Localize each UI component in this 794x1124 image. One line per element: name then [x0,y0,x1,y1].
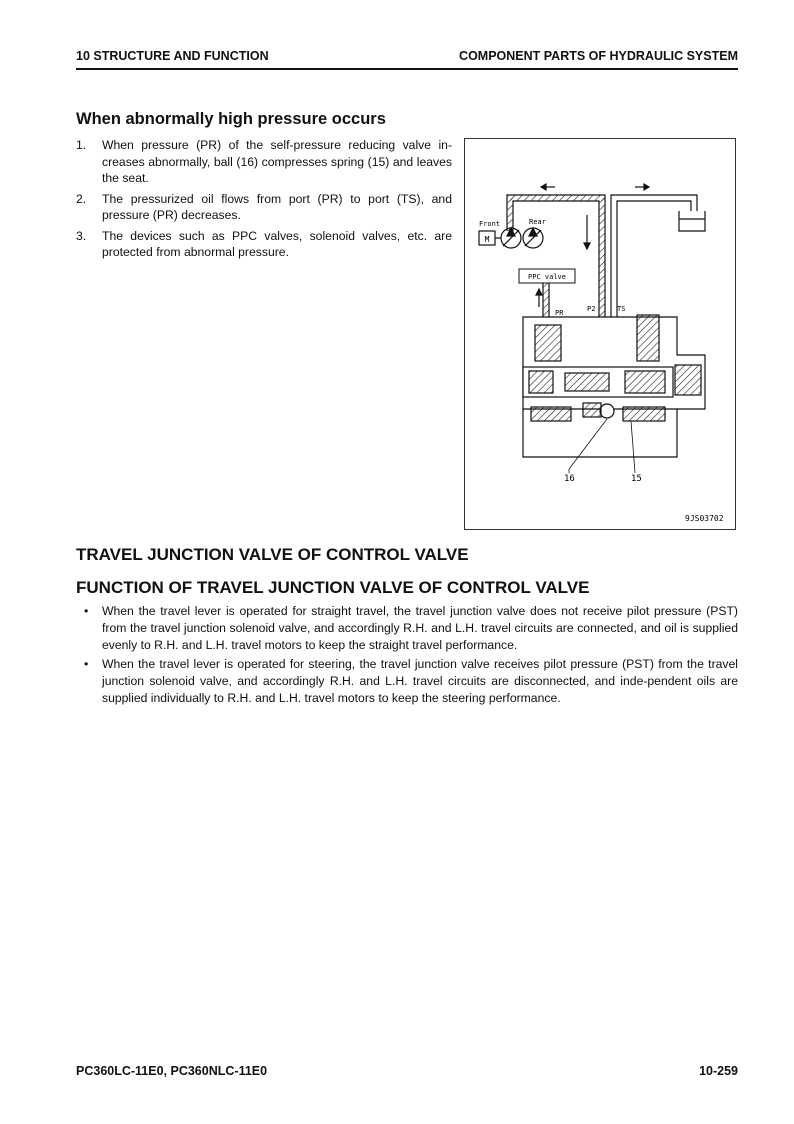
port-p2-label: P2 [587,305,596,313]
hydraulic-diagram-figure [464,138,736,530]
tank-symbol [679,211,705,231]
port-pr-label: PR [555,309,564,317]
valve-body [523,315,705,457]
header-section: COMPONENT PARTS OF HYDRAULIC SYSTEM [459,49,738,63]
bullet-text: When the travel lever is operated for steering, the travel junction valve receives pilot pressure (PST) from the travel junction solenoid valve, and accordingly R.H. and L.H. travel circuits are disconnected, and inde-pendent oils are supplied individually to R.H. and L.H. travel motors to keep the steering performance. [102,657,738,705]
step-text: When pressure (PR) of the self-pressure reducing valve in-creases abnormally, ball (16) compresses spring (15) and leaves the seat. [102,138,452,185]
footer-model: PC360LC-11E0, PC360NLC-11E0 [76,1064,268,1078]
steps-list [76,137,452,265]
bullet-list [76,603,738,710]
part-15-label: 15 [631,474,642,484]
step-item [76,228,452,261]
section-title-high-pressure: When abnormally high pressure occurs [76,110,386,128]
step-number: 2. [76,191,87,206]
rear-label: Rear [529,218,546,226]
figure-id: 9JS03702 [685,514,724,523]
bullet-text: When the travel lever is operated for straight travel, the travel junction valve does not receive pilot pressure (PST) from the travel junction solenoid valve, and accordingly R.H. and L.H. travel circuits are connected, and oil is supplied evenly to R.H. and L.H. travel motors to keep the straight travel performance. [102,604,738,652]
step-text: The pressurized oil flows from port (PR) to port (TS), and pressure (PR) decreases. [102,191,452,222]
footer-page-number: 10-259 [699,1064,738,1078]
list-item [76,603,738,653]
step-text: The devices such as PPC valves, solenoid valves, etc. are protected from abnormal pressure. [102,228,452,259]
step-number: 3. [76,228,87,243]
section-title-function: FUNCTION OF TRAVEL JUNCTION VALVE OF CONTROL VALVE [76,578,590,597]
ppc-valve-label: PPC valve [528,273,566,281]
page-header [76,48,738,70]
step-item [76,137,452,187]
bullet-mark: • [84,657,89,672]
part-16-label: 16 [564,474,575,484]
list-item [76,656,738,706]
bullet-mark: • [84,604,89,618]
front-label: Front [479,220,501,228]
hydraulic-diagram [465,139,737,531]
motor-label: M [484,235,490,244]
page-footer [76,1064,738,1078]
step-number: 1. [76,138,87,152]
section-title-travel-junction: TRAVEL JUNCTION VALVE OF CONTROL VALVE [76,545,469,564]
step-item [76,191,452,224]
port-ts-label: TS [617,305,626,313]
header-chapter: 10 STRUCTURE AND FUNCTION [76,49,269,63]
